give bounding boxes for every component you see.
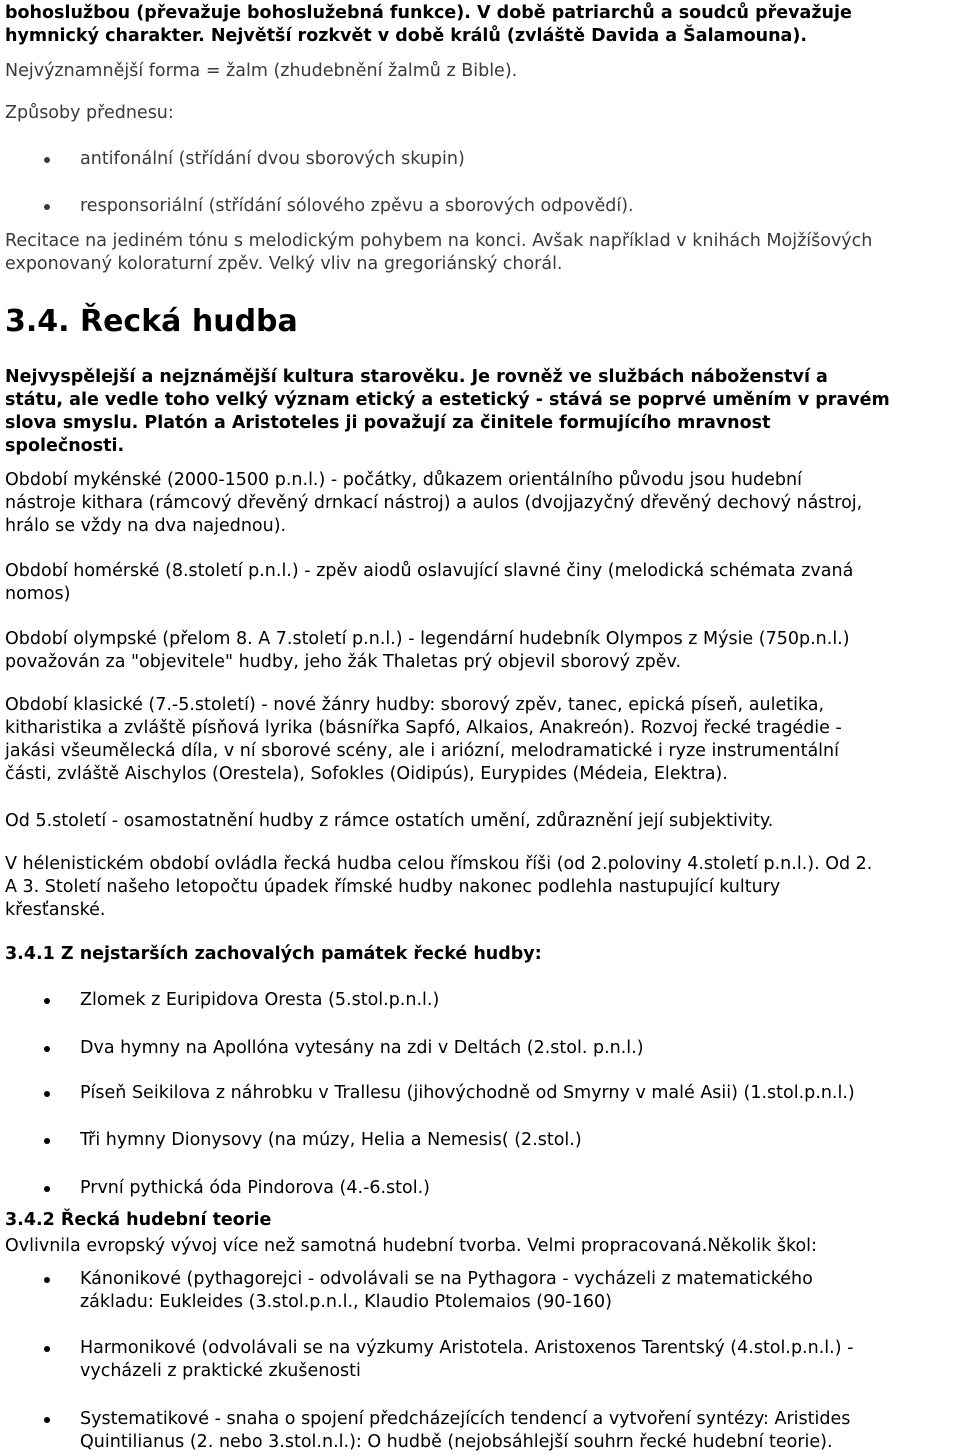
pamatky-item-5: První pythická óda Pindorova (4.-6.stol.) — [5, 1177, 958, 1200]
section-heading: 3.4. Řecká hudba — [5, 304, 298, 339]
bullet-icon — [44, 1138, 50, 1144]
paragraph-homerske: Období homérské (8.století p.n.l.) - zpěv aiodů oslavující slavné činy (melodická schémata zvaná nomos) — [5, 561, 854, 604]
section-bold-line-3: slova smyslu. Platón a Aristoteles ji považují za činitele formujícího mravnost — [5, 413, 771, 433]
subsection-heading-2: 3.4.2 Řecká hudební teorie — [5, 1210, 272, 1230]
pamatky-item-2: Dva hymny na Apollóna vytesány na zdi v Deltách (2.stol. p.n.l.) — [5, 1037, 958, 1060]
recitace-line-1: Recitace na jediném tónu s melodickým pohybem na konci. Avšak například v knihách Mojžíšových — [5, 231, 873, 251]
bullet-icon — [44, 1046, 50, 1052]
bullet-icon — [44, 1417, 50, 1423]
bullet-icon — [44, 1277, 50, 1283]
section-bold-line-4: společnosti. — [5, 436, 125, 456]
subsection-heading-1: 3.4.1 Z nejstarších zachovalých památek řecké hudby: — [5, 944, 542, 964]
intro-bold-line-1: bohoslužbou (převažuje bohoslužebná funkce). V době patriarchů a soudců převažuje — [5, 3, 852, 23]
teorie-item-harmonikove: Harmonikové (odvolávali se na výzkumy Aristotela. Aristoxenos Tarentský (4.stol.p.n.l.) - vycházeli z praktické zkušenosti — [5, 1337, 958, 1383]
intro-bold-line-2: hymnický charakter. Největší rozkvět v době králů (zvláště Davida a Šalamouna). — [5, 26, 808, 46]
bullet-icon — [44, 1091, 50, 1097]
bullet-icon — [44, 157, 50, 163]
bullet-icon — [44, 1186, 50, 1192]
paragraph-mykenske: Období mykénské (2000-1500 p.n.l.) - počátky, důkazem orientálního původu jsou hudební nástroje kithara (rámcový dřevěný drnkací nástroj) a aulos (dvojjazyčný dřevěný dechový nástroj, hrálo se vždy na dva najednou). — [5, 470, 863, 536]
teorie-intro: Ovlivnila evropský vývoj více než samotná hudební tvorba. Velmi propracovaná.Několik škol: — [5, 1236, 817, 1256]
intro-forma: Nejvýznamnější forma = žalm (zhudebnění žalmů z Bible). — [5, 61, 518, 81]
paragraph-olympske: Období olympské (přelom 8. A 7.století p.n.l.) - legendární hudebník Olympos z Mýsie (750p.n.l.) považován za "objevitele" hudby, jeho žák Thaletas prý objevil sborový zpěv. — [5, 629, 850, 672]
section-bold-line-2: státu, ale vedle toho velký význam etický a estetický - stává se poprvé uměním v pravém — [5, 390, 890, 410]
bullet-icon — [44, 204, 50, 210]
section-bold-line-1: Nejvyspělejší a nejznámější kultura starověku. Je rovněž ve službách náboženství a — [5, 367, 828, 387]
paragraph-helenisticke: V hélenistickém období ovládla řecká hudba celou římskou říši (od 2.poloviny 4.století p.n.l.). Od 2. A 3. Století našeho letopočtu úpadek římské hudby nakonec podlehla nastupující kultury křesťanské. — [5, 854, 873, 920]
pamatky-item-3: Píseň Seikilova z náhrobku v Trallesu (jihovýchodně od Smyrny v malé Asii) (1.stol.p.n.l.) — [5, 1082, 958, 1105]
paragraph-od-5-stoleti: Od 5.století - osamostatnění hudby z rámce ostatích umění, zdůraznění její subjektivity. — [5, 811, 774, 831]
bullet-icon — [44, 1346, 50, 1352]
pamatky-item-1: Zlomek z Euripidova Oresta (5.stol.p.n.l.) — [5, 989, 958, 1012]
zpusoby-item-1: antifonální (střídání dvou sborových skupin) — [5, 148, 958, 171]
paragraph-klasicke: Období klasické (7.-5.století) - nové žánry hudby: sborový zpěv, tanec, epická píseň, auletika, kitharistika a zvláště písňová lyrika (básnířka Sapfó, Alkaios, Anakreón). Rozvoj řecké tragédie - jakási všeumělecká díla, v ní sborové scény, ale i ariózní, melodramatické i ryze instrumentální části, zvláště Aischylos (Orestela), Sofokles (Oidipús), Eurypides (Médeia, Elektra). — [5, 695, 842, 784]
pamatky-item-4: Tři hymny Dionysovy (na múzy, Helia a Nemesis( (2.stol.) — [5, 1129, 958, 1152]
zpusoby-label: Způsoby přednesu: — [5, 103, 174, 123]
recitace-line-2: exponovaný koloraturní zpěv. Velký vliv na gregoriánský chorál. — [5, 254, 563, 274]
zpusoby-item-2: responsoriální (střídání sólového zpěvu a sborových odpovědí). — [5, 195, 958, 218]
bullet-icon — [44, 998, 50, 1004]
teorie-item-kanonikove: Kánonikové (pythagorejci - odvolávali se na Pythagora - vycházeli z matematického základu: Eukleides (3.stol.p.n.l., Klaudio Ptolemaios (90-160) — [5, 1268, 958, 1314]
teorie-item-systematikove: Systematikové - snaha o spojení předcházejících tendencí a vytvoření syntézy: Aristides Quintilianus (2. nebo 3.stol.n.l.): O hudbě (nejobsáhlejší souhrn řecké hudební teorie). — [5, 1408, 958, 1454]
